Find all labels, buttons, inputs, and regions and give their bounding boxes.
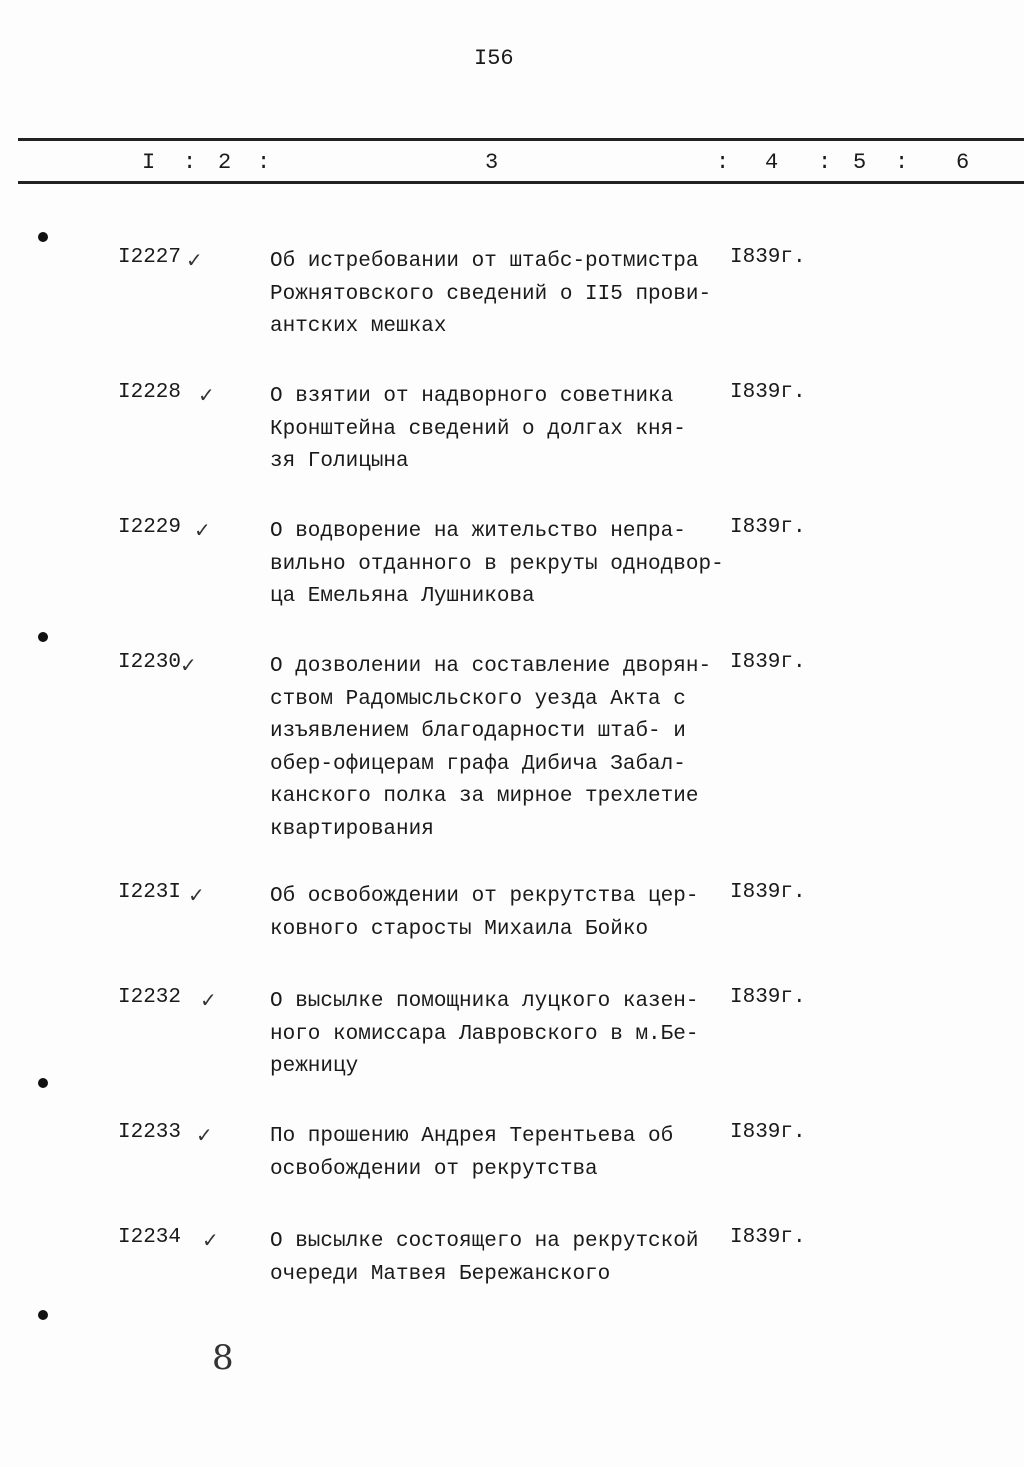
entry-year: I839г. xyxy=(730,986,806,1009)
description-line: О высылке помощника луцкого казен- xyxy=(270,990,699,1013)
description-line: По прошению Андрея Терентьева об xyxy=(270,1125,674,1148)
page-number: I56 xyxy=(474,46,514,71)
entry-number: I2230 xyxy=(118,651,182,674)
entry-description xyxy=(270,516,724,614)
checkmark-icon: ✓ xyxy=(198,383,215,407)
entry-year: I839г. xyxy=(730,246,806,269)
checkmark-icon: ✓ xyxy=(202,1228,219,1252)
entry-number: I223I xyxy=(118,881,182,904)
description-line: антских мешках xyxy=(270,315,447,338)
entry-number: I2228 xyxy=(118,381,182,404)
description-line: Кронштейна сведений о долгах кня- xyxy=(270,417,686,441)
entry-description xyxy=(270,381,686,479)
description-line: О высылке состоящего на рекрутской xyxy=(270,1230,699,1253)
description-line: О водворение на жительство непра- xyxy=(270,520,686,543)
punch-hole xyxy=(38,1310,48,1320)
checkmark-icon: ✓ xyxy=(200,988,217,1012)
entry-description xyxy=(270,1121,673,1186)
col-header-4: 4 xyxy=(765,150,779,175)
description-line: очереди Матвея Бережанского xyxy=(270,1262,611,1286)
header-rule-top xyxy=(18,138,1024,141)
entry-year: I839г. xyxy=(730,1226,806,1249)
entry-year: I839г. xyxy=(730,651,806,674)
description-line: обер-офицерам графа Дибича Забал- xyxy=(270,752,686,776)
col-sep: : xyxy=(183,150,197,175)
punch-hole xyxy=(38,1078,48,1088)
col-sep: : xyxy=(716,150,730,175)
col-header-5: 5 xyxy=(853,150,867,175)
description-line: вильно отданного в рекруты однодвор- xyxy=(270,552,724,576)
description-line: ковного старосты Михаила Бойко xyxy=(270,917,649,941)
description-line: О взятии от надворного советника xyxy=(270,385,674,408)
entry-description xyxy=(270,881,698,946)
entry-description xyxy=(270,986,698,1084)
checkmark-icon: ✓ xyxy=(188,883,205,907)
description-line: Об освобождении от рекрутства цер- xyxy=(270,885,699,908)
entry-number: I2232 xyxy=(118,986,182,1009)
entry-year: I839г. xyxy=(730,516,806,539)
entry-year: I839г. xyxy=(730,881,806,904)
description-line: Об истребовании от штабс-ротмистра xyxy=(270,250,699,273)
description-line: Рожнятовского сведений о II5 прови- xyxy=(270,282,712,306)
description-line: канского полка за мирное трехлетие xyxy=(270,785,699,808)
punch-hole xyxy=(38,632,48,642)
entry-year: I839г. xyxy=(730,1121,806,1144)
checkmark-icon: ✓ xyxy=(180,653,197,677)
header-rule-bottom xyxy=(18,181,1024,184)
entry-description xyxy=(270,651,711,846)
description-line: квартирования xyxy=(270,817,434,841)
entry-year: I839г. xyxy=(730,381,806,404)
checkmark-icon: ✓ xyxy=(196,1123,213,1147)
description-line: ством Радомысльского уезда Акта с xyxy=(270,687,686,711)
description-line: зя Голицына xyxy=(270,450,409,473)
description-line: О дозволении на составление дворян- xyxy=(270,655,712,678)
checkmark-icon: ✓ xyxy=(186,248,203,272)
handwritten-note: 8 xyxy=(212,1338,234,1378)
col-header-6: 6 xyxy=(956,150,970,175)
entry-description xyxy=(270,1226,698,1291)
col-header-1: I xyxy=(142,150,156,175)
entry-number: I2229 xyxy=(118,516,182,539)
col-header-3: 3 xyxy=(485,150,499,175)
entry-number: I2233 xyxy=(118,1121,182,1144)
checkmark-icon: ✓ xyxy=(194,518,211,542)
col-sep: : xyxy=(257,150,271,175)
col-sep: : xyxy=(895,150,909,175)
description-line: изъявлением благодарности штаб- и xyxy=(270,720,686,743)
description-line: освобождении от рекрутства xyxy=(270,1157,598,1181)
entry-description xyxy=(270,246,711,344)
description-line: режницу xyxy=(270,1055,359,1078)
punch-hole xyxy=(38,232,48,242)
entry-number: I2227 xyxy=(118,246,182,269)
entry-number: I2234 xyxy=(118,1226,182,1249)
col-header-2: 2 xyxy=(218,150,232,175)
description-line: ного комиссара Лавровского в м.Бе- xyxy=(270,1022,699,1046)
description-line: ца Емельяна Лушникова xyxy=(270,585,535,608)
col-sep: : xyxy=(818,150,832,175)
